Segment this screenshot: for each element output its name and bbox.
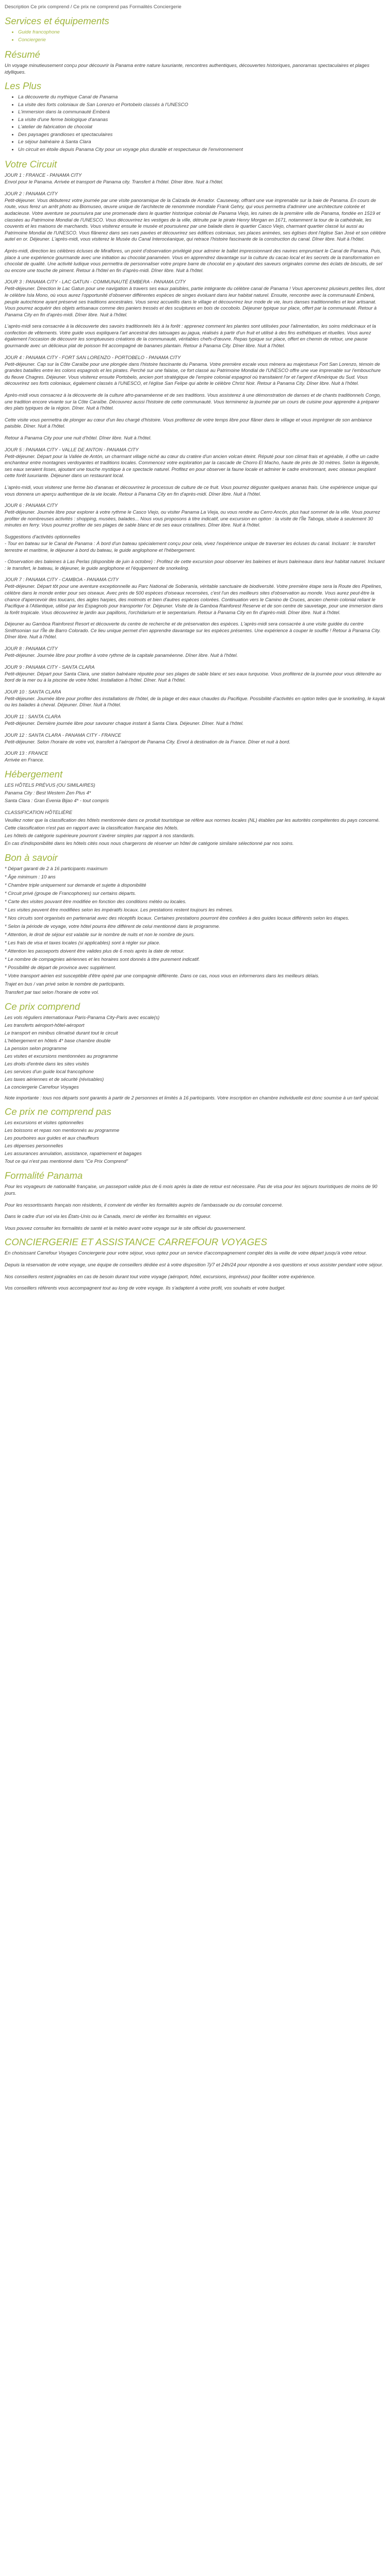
day-title: JOUR 10 : SANTA CLARA (5, 689, 61, 694)
conciergerie-paragraph: Vos conseillers référents vous accompagnent tout au long de votre voyage. Ils s'adaptent à votre profil, vos souhaits et votre budget. (5, 1285, 286, 1291)
service-item: • Conciergerie (18, 37, 386, 44)
resume-text: Un voyage minutieusement conçu pour découvrir la Panama entre nature luxuriante, rencontres authentiques, découvertes historiques, panoramas spectaculaires et plages idylliques. (5, 63, 369, 75)
day-paragraph: - Tour en bateau sur le Canal de Panama : À bord d'un bateau spécialement conçu pour cela, vivez l'expérience unique de traverser les écluses du canal. Incluant : le transfert terrestre et maritime, le déjeuner à bord du bateau, le guide anglophone et l'hébergement. (5, 540, 376, 553)
classification-text: En cas d'indisponibilité dans les hôtels cités nous nous chargerons de réserver un hôtel de catégorie similaire sélectionné par nos soins. (5, 840, 294, 846)
day-paragraph: Petit-déjeuner. Journée libre pour profiter des installations de l'hôtel, de la plage et des eaux chaudes du Pacifique. Possibilité d'activités en option telles que le snorkeling, le kayak ou les balades à cheval. Déjeuner. Dîner. Nuit à l'hôtel. (5, 696, 385, 708)
day-paragraph: Petit-déjeuner. Journée libre pour profiter à votre rythme de la capitale panaméenne. Dîner libre. Nuit à l'hôtel. (5, 653, 238, 658)
resume-heading: Résumé (5, 49, 40, 60)
bon-item: Transfert par taxi selon l'horaire de votre vol. (5, 989, 99, 995)
bon-item: * Chambre triple uniquement sur demande et sujette à disponibilité (5, 882, 146, 888)
day-paragraph: Petit-déjeuner. Vous débuterez votre journée par une visite panoramique de la Calzada de Amador. Causeway, offrant une vue imprenable sur la baie de Panama. En cours de route, vous ferez un arrêt photo au Biomuseo, œuvre unique de l'architecte de renommée mondiale Frank Gehry, qui vous permettra d'admirer une architecture colorée et audacieuse. Votre aventure se poursuivra par une promenade dans le quartier historique colonial de Panama Viejo, les ruines de la première ville de Panama, fondée en 1519 et classées au Patrimoine Mondial de l'UNESCO. Vous découvrirez les vestiges de la ville, détruite par le pirate Henry Morgan en 1671, notamment la tour de la cathédrale, les couvents et les maisons de marchands. Vous visiterez ensuite le musée et poursuivrez par une balade dans le quartier Casco Viejo, charmant quartier classé lui aussi au Patrimoine Mondial de l'UNESCO. Vous flânerez dans ses rues pavées et découvrirez ses édifices coloniaux, ses places animées, ses églises dont l'église San José et son célèbre autel en or. Déjeuner. L'après-midi, vous visiterez le Musée du Canal Interocéanique, qui retrace l'histoire fascinante de la construction du canal. Dîner libre. Nuit à l'hôtel. (5, 197, 386, 242)
bon-item: * Selon la période de voyage, votre hôtel pourra être différent de celui mentionné dans le programme. (5, 923, 220, 929)
classification-text: Cette classification n'est pas en rapport avec la classification française des hôtels. (5, 825, 179, 831)
day-paragraph: Petit-déjeuner. Cap sur la Côte Caraïbe pour une plongée dans l'histoire fascinante du Panama. Votre première escale vous mènera au majestueux Fort San Lorenzo, témoin de grandes batailles entre les colons espagnols et les pirates. Perché sur une falaise, ce fort classé au Patrimoine Mondial de l'UNESCO offre une vue imprenable sur l'embouchure du fleuve Chagres. Déjeuner. Vous visiterez ensuite Portobelo, ancien port stratégique de l'empire colonial espagnol où transitaient l'or et l'argent d'Amérique du Sud. Vous découvrirez ses forts coloniaux, également classés à l'UNESCO, et l'église San Felipe qui abrite le célèbre Christ Noir. Retour à Panama City. Dîner libre. Nuit à l'hôtel. (5, 361, 381, 386)
bon-item: * Le nombre de compagnies aériennes et les horaires sont donnés à titre purement indicatif. (5, 956, 200, 962)
day-paragraph: Envol pour le Panama. Arrivée et transport de Panama city. Transfert à l'hôtel. Dîner libre. Nuit à l'hôtel. (5, 179, 224, 185)
comprend-list (5, 1014, 386, 1091)
day-title: JOUR 13 : FRANCE (5, 751, 48, 756)
ne-comprend-item: Les assurances annulation, assistance, rapatriement et bagages (5, 1151, 142, 1157)
bon-item: * Possibilité de départ de province avec supplément. (5, 964, 117, 970)
comprend-item: Les visites et excursions mentionnées au programme (5, 1053, 118, 1059)
plus-item: • L'immersion dans la communauté Emberá (18, 109, 386, 116)
plus-heading: Les Plus (5, 80, 41, 92)
formalite-heading: Formalité Panama (5, 1170, 83, 1181)
comprend-item: Le transport en minibus climatisé durant tout le circuit (5, 1030, 118, 1036)
conciergerie-paragraph: En choisissant Carrefour Voyages Conciergerie pour votre séjour, vous optez pour un service d'accompagnement complet dès la veille de votre départ jusqu'à votre retour. (5, 1250, 367, 1256)
bon-list (5, 866, 386, 996)
bon-item: * Votre transport aérien est susceptible d'être opéré par une compagnie différente. Dans ce cas, nous vous en informerons dans les meilleurs délais. (5, 973, 320, 978)
day-title: JOUR 4 : PANAMA CITY - FORT SAN LORENZO - PORTOBELO - PANAMA CITY (5, 354, 181, 360)
plus-item: • La visite d'une ferme biologique d'ananas (18, 116, 386, 124)
description-tabs-text: Description Ce prix comprend / Ce prix ne comprend pas Formalités Conciergerie (5, 4, 182, 10)
formalite-paragraph: Vous pouvez consulter les formalités de santé et la météo avant votre voyage sur le site officiel du gouvernement. (5, 1225, 246, 1231)
comprend-item: L'hébergement en hôtels 4* base chambre double (5, 1038, 111, 1043)
day-paragraph: Petit-déjeuner. Dernière journée libre pour savourer chaque instant à Santa Clara. Déjeuner. Dîner. Nuit à l'hôtel. (5, 721, 244, 726)
services-heading: Services et équipements (5, 15, 109, 26)
day-title: JOUR 5 : PANAMA CITY - VALLE DE ANTON - PANAMA CITY (5, 447, 139, 452)
bon-item: * Les visites peuvent être modifiées selon les impératifs locaux. Les prestations restent toujours les mêmes. (5, 907, 233, 912)
plus-item: • Des paysages grandioses et spectaculaires (18, 131, 386, 139)
day-paragraph: Petit-déjeuner. Départ pour Santa Clara, une station balnéaire réputée pour ses plages de sable blanc et ses eaux turquoise. Vous profiterez de la journée pour vous détendre au bord de la mer ou à la piscine de votre hôtel. Installation à l'hôtel. Dîner. Nuit à l'hôtel. (5, 671, 382, 683)
day-paragraph: Après-midi, direction les célèbres écluses de Miraflores, un point d'observation privilégié pour admirer le ballet impressionnant des navires empruntant le Canal de Panama. Puis, place à une expérience gourmande avec une initiation au chocolat panaméen. Vous en apprendrez davantage sur la culture du cacao local et les secrets de la transformation en chocolat de qualité. Une activité ludique vous permettra de personnaliser votre propre barre de chocolat en y ajoutant des saveurs originales comme des éclats de biscuits, de sel ou encore une touche de piment. Retour à l'hôtel en fin d'après-midi. Dîner libre. Nuit à l'hôtel. (5, 248, 382, 273)
day-title: JOUR 2 : PANAMA CITY (5, 191, 58, 196)
bon-item: * Attention, le droit de séjour est valable sur le nombre de nuits et non le nombre de jours. (5, 931, 195, 937)
day-title: JOUR 11 : SANTA CLARA (5, 714, 61, 720)
day-paragraph: L'après-midi, vous visiterez une ferme bio d'ananas et découvrirez le processus de culture de ce fruit. Vous pourrez déguster quelques ananas frais. Une expérience unique qui vous donnera un aperçu authentique de la vie locale. Retour à Panama City en fin d'après-midi. Dîner libre. Nuit à l'hôtel. (5, 484, 378, 497)
day-title: JOUR 12 : SANTA CLARA - PANAMA CITY - FRANCE (5, 732, 121, 738)
hotel-line: Santa Clara : Gran Evenia Bijao 4* - tout compris (5, 798, 109, 803)
formalite-text (5, 1183, 386, 1231)
bon-item: * Circuit privé (groupe de Francophones) sur certains départs. (5, 890, 136, 896)
plus-item: • La visite des forts coloniaux de San Lorenzo et Portobelo classés à l'UNESCO (18, 101, 386, 109)
bon-heading: Bon à savoir (5, 852, 58, 863)
comprend-item: La conciergerie Carrefour Voyages (5, 1084, 79, 1090)
day-paragraph: Déjeuner au Gamboa Rainforest Resort et découverte du centre de recherche et de préservation des espèces. L'après-midi sera consacrée à une visite guidée du centre Smithsonian sur l'Île de Barro Colorado. Ce lieu unique permet d'en apprendre davantage sur les espèces présentes. Une expérience à couper le souffle ! Retour à Panama City. Dîner libre. Nuit à l'hôtel. (5, 621, 381, 640)
day-paragraph: Petit-déjeuner. Selon l'horaire de votre vol, transfert à l'aéroport de Panama City. Envol à destination de la France. Dîner et nuit à bord. (5, 739, 290, 744)
day-paragraph: Après-midi vous consacrez à la découverte de la culture afro-panaméenne et de ses traditions. Vous assisterez à une démonstration de danses et de chants traditionnels Congo, une tradition encore vivante sur la Côte Caraïbe. Découvrez aussi l'histoire de cette communauté. Vous terminerez la journée par un cours de cuisine pour apprendre à préparer des plats typiques de la région. Dîner. Nuit à l'hôtel. (5, 393, 381, 411)
conciergerie-paragraph: Depuis la réservation de votre voyage, une équipe de conseillers dédiée est à votre disposition 7j/7 et 24h/24 pour répondre à vos questions et vous assister pendant votre séjour. (5, 1262, 383, 1267)
ne-comprend-heading: Ce prix ne comprend pas (5, 1106, 111, 1117)
comprend-item: Les services d'un guide local francophone (5, 1069, 94, 1074)
day-paragraph: Petit-déjeuner. Départ tôt pour une aventure exceptionnelle au Parc National de Soberanía, véritable sanctuaire de biodiversité. Votre première étape sera la Route des Pipelines, célèbre dans le monde entier pour ses oiseaux. Avec près de 500 espèces d'oiseaux recensées, c'est l'un des meilleurs sites d'observation au monde. Vous aurez peut-être la chance d'apercevoir des toucans, des aigles harpies, des motmots et bien d'autres espèces colorées. Continuation vers le Camino de Cruces, ancien chemin colonial reliant le Pacifique à l'Atlantique, utilisé par les Espagnols pour transporter l'or. Déjeuner. Visite de la Gamboa Rainforest Reserve et de son centre de sauvetage, pour une immersion dans la forêt tropicale. Vous découvrirez le jardin aux papillons, l'orchidarium et le serpentarium. Retour à Panama City en fin d'après-midi. Dîner libre. Nuit à l'hôtel. (5, 584, 383, 615)
plus-item: • L'atelier de fabrication de chocolat (18, 124, 386, 131)
conciergerie-text (5, 1250, 386, 1291)
ne-comprend-item: Les excursions et visites optionnelles (5, 1120, 84, 1126)
service-item: • Guide francophone (18, 29, 386, 37)
day-title: JOUR 1 : FRANCE - PANAMA CITY (5, 173, 82, 178)
bon-item: * Nos circuits sont organisés en partenariat avec des réceptifs locaux. Certaines prestations pourront être confiées à des guides locaux différents selon les étapes. (5, 915, 350, 921)
comprend-item: Les vols réguliers internationaux Paris-Panama City-Paris avec escale(s) (5, 1014, 160, 1020)
day-paragraph: - Observation des baleines à Las Perlas (disponible de juin à octobre) : Profitez de cette excursion pour observer les baleines et leurs baleineaux dans leur habitat naturel. Incluant : le transfert, le bateau, le déjeuner, le guide anglophone et l'équipement de snorkeling. (5, 559, 385, 571)
hotel-line: Panama City : Best Western Zen Plus 4* (5, 790, 91, 795)
classification-text: Veuillez noter que la classification des hôtels mentionnée dans ce produit touristique se réfère aux normes locales (NL) établies par les autorités compétentes du pays concerné. (5, 817, 380, 823)
ne-comprend-item: Les dépenses personnelles (5, 1143, 63, 1149)
day-title: JOUR 7 : PANAMA CITY - CAMBOA - PANAMA CITY (5, 577, 119, 583)
day-title: JOUR 9 : PANAMA CITY - SANTA CLARA (5, 664, 95, 670)
ne-comprend-item: Les boissons et repas non mentionnés au programme (5, 1128, 120, 1133)
ne-comprend-item: Tout ce qui n'est pas mentionné dans "Ce Prix Comprend" (5, 1159, 128, 1164)
formalite-paragraph: Pour les ressortissants français non résidents, il convient de vérifier les formalités auprès de l'ambassade ou du consulat concerné. (5, 1202, 283, 1208)
services-list (5, 29, 386, 44)
day-title: Suggestions d'activités optionnelles (5, 534, 80, 539)
bon-item: * Attention les passeports doivent être valides plus de 6 mois après la date de retour. (5, 948, 185, 954)
conciergerie-paragraph: Nos conseillers restent joignables en cas de besoin durant tout votre voyage (aéroport, hôtel, excursions, imprévus) pour faciliter votre expérience. (5, 1274, 316, 1279)
comprend-note: Note importante : tous nos départs sont garantis à partir de 2 personnes et limités à 16 participants. Votre inscription en chambre individuelle est donc soumise à un tarif spécial. (5, 1095, 380, 1100)
plus-item: • La découverte du mythique Canal de Panama (18, 94, 386, 101)
day-paragraph: L'après-midi sera consacrée à la découverte des savoirs traditionnels liés à la forêt : apprenez comment les plantes sont utilisées pour l'alimentation, les soins médicinaux et la confection de vêtements. Votre guide vous expliquera l'art ancestral des tatouages au jagua, réalisés à partir d'un fruit et utilisé à des fins esthétiques et rituelles. Vous aurez également l'occasion de découvrir les somptueuses créations de la communauté, véritables chefs-d'œuvre. Repas typique sur place, offert en chemin de retour, une pause gourmande avec un délicieux plat de poisson frit accompagné de bananes plantain. Retour à Panama City. Dîner libre. Nuit à l'hôtel. (5, 324, 376, 349)
hebergement-heading: Hébergement (5, 768, 63, 779)
day-paragraph: Retour à Panama City pour une nuit d'hôtel. Dîner libre. Nuit à l'hôtel. (5, 435, 152, 440)
plus-list (5, 94, 386, 154)
day-paragraph: Petit-déjeuner. Direction le Lac Gatun pour une navigation à travers ses eaux paisibles, partie intégrante du célèbre canal de Panama ! Vous apercevrez plusieurs petites îles, dont le célèbre Isla Mono, où vous aurez l'opportunité d'observer différentes espèces de singes évoluant dans leur habitat naturel. Ensuite, rencontre avec la communauté Emberá, peuple autochtone ayant préservé ses traditions ancestrales. Vous serez accueillis dans le village et découvrirez leur mode de vie, leurs danses traditionnelles et leur artisanat. Vous pourrez acquérir des objets artisanaux comme des paniers tressés et des sculptures en bois de cocobolo. Déjeuner typique sur place, offert par la communauté. Retour à Panama City en fin d'après-midi. Dîner libre. Nuit à l'hôtel. (5, 286, 385, 317)
conciergerie-heading: CONCIERGERIE ET ASSISTANCE CARREFOUR VOYAGES (5, 1236, 267, 1248)
circuit-heading: Votre Circuit (5, 159, 57, 170)
day-paragraph: Cette visite vous permettra de plonger au cœur d'un lieu chargé d'histoire. Vous profiterez de votre temps libre pour flâner dans le village et vous imprégner de son ambiance paisible. Dîner. Nuit à l'hôtel. (5, 417, 372, 429)
day-paragraph: Arrivée en France. (5, 757, 44, 763)
bon-item: * Les frais de visa et taxes locales (si applicables) sont à régler sur place. (5, 940, 160, 945)
comprend-heading: Ce prix comprend (5, 1001, 80, 1012)
day-title: JOUR 6 : PANAMA CITY (5, 503, 58, 509)
hotel-line: LES HÔTELS PRÉVUS (OU SIMILAIRES) (5, 782, 95, 788)
bon-item: * Âge minimum : 10 ans (5, 874, 56, 879)
formalite-paragraph: Pour les voyageurs de nationalité française, un passeport valide plus de 6 mois après la date de retour est nécessaire. Pas de visa pour les séjours touristiques de moins de 90 jours. (5, 1184, 378, 1196)
plus-item: • Le séjour balnéaire à Santa Clara (18, 139, 386, 146)
day-title: JOUR 8 : PANAMA CITY (5, 646, 58, 652)
comprend-item: Les droits d'entrée dans les sites visités (5, 1061, 89, 1066)
comprend-item: Les transferts aéroport-hôtel-aéroport (5, 1022, 85, 1028)
classification-text: Les hôtels de catégorie supérieure pourront s'avérer simples par rapport à nos standards. (5, 833, 195, 838)
bon-item: Trajet en bus / van privé selon le nombre de participants. (5, 981, 125, 987)
ne-comprend-item: Les pourboires aux guides et aux chauffeurs (5, 1136, 99, 1141)
comprend-item: La pension selon programme (5, 1045, 67, 1051)
day-title: JOUR 3 : PANAMA CITY - LAC GATUN - COMMUNAUTÉ EMBERA - PANAMA CITY (5, 279, 186, 285)
ne-comprend-list (5, 1120, 386, 1165)
classification-title: CLASSIFICATION HÔTELIÈRE (5, 809, 73, 815)
day-paragraph: Petit-déjeuner. Départ pour la Vallée de Antón, un charmant village niché au cœur du cratère d'un ancien volcan éteint. Réputé pour son climat frais et agréable, il offre un cadre enchanteur entre montagnes verdoyantes et traditions locales. Commencez votre exploration par la cascade de Chorro El Macho, haute de près de 30 mètres. Selon la légende, ses eaux seraient lisses, ajoutant une touche mystique à ce spectacle naturel. Profitez en pour observer la faune locale et admirer le cadre environnant, avec oiseaux peuplant cette forêt luxuriante. Déjeuner dans un restaurant local. (5, 453, 380, 479)
plus-item: • Un circuit en étoile depuis Panama City pour un voyage plus durable et respectueux de l'environnement (18, 146, 386, 154)
circuit-days (5, 172, 386, 764)
formalite-paragraph: Dans le cadre d'un vol via les États-Unis ou le Canada, merci de vérifier les formalités en vigueur. (5, 1214, 211, 1219)
bon-item: * Départ garanti de 2 à 16 participants maximum (5, 866, 108, 871)
comprend-item: Les taxes aériennes et de sécurité (révisables) (5, 1076, 104, 1082)
bon-item: * Carte des visites pouvant être modifiée en fonction des conditions météo ou locales. (5, 899, 187, 904)
day-paragraph: Petit-déjeuner. Journée libre pour explorer à votre rythme le Casco Viejo, ou visiter Panama La Vieja, ou vous rendre au Cerro Ancón, plus haut sommet de la ville. Vous pourrez profiter de nombreuses activités : shopping, musées, balades... Nous vous proposons à titre indicatif, une excursion en option : la visite de l'Île Taboga, située à seulement 30 minutes en ferry. Vous pourrez profiter de ses plages de sable blanc et de ses eaux cristallines. Dîner libre. Nuit à l'hôtel. (5, 510, 380, 528)
